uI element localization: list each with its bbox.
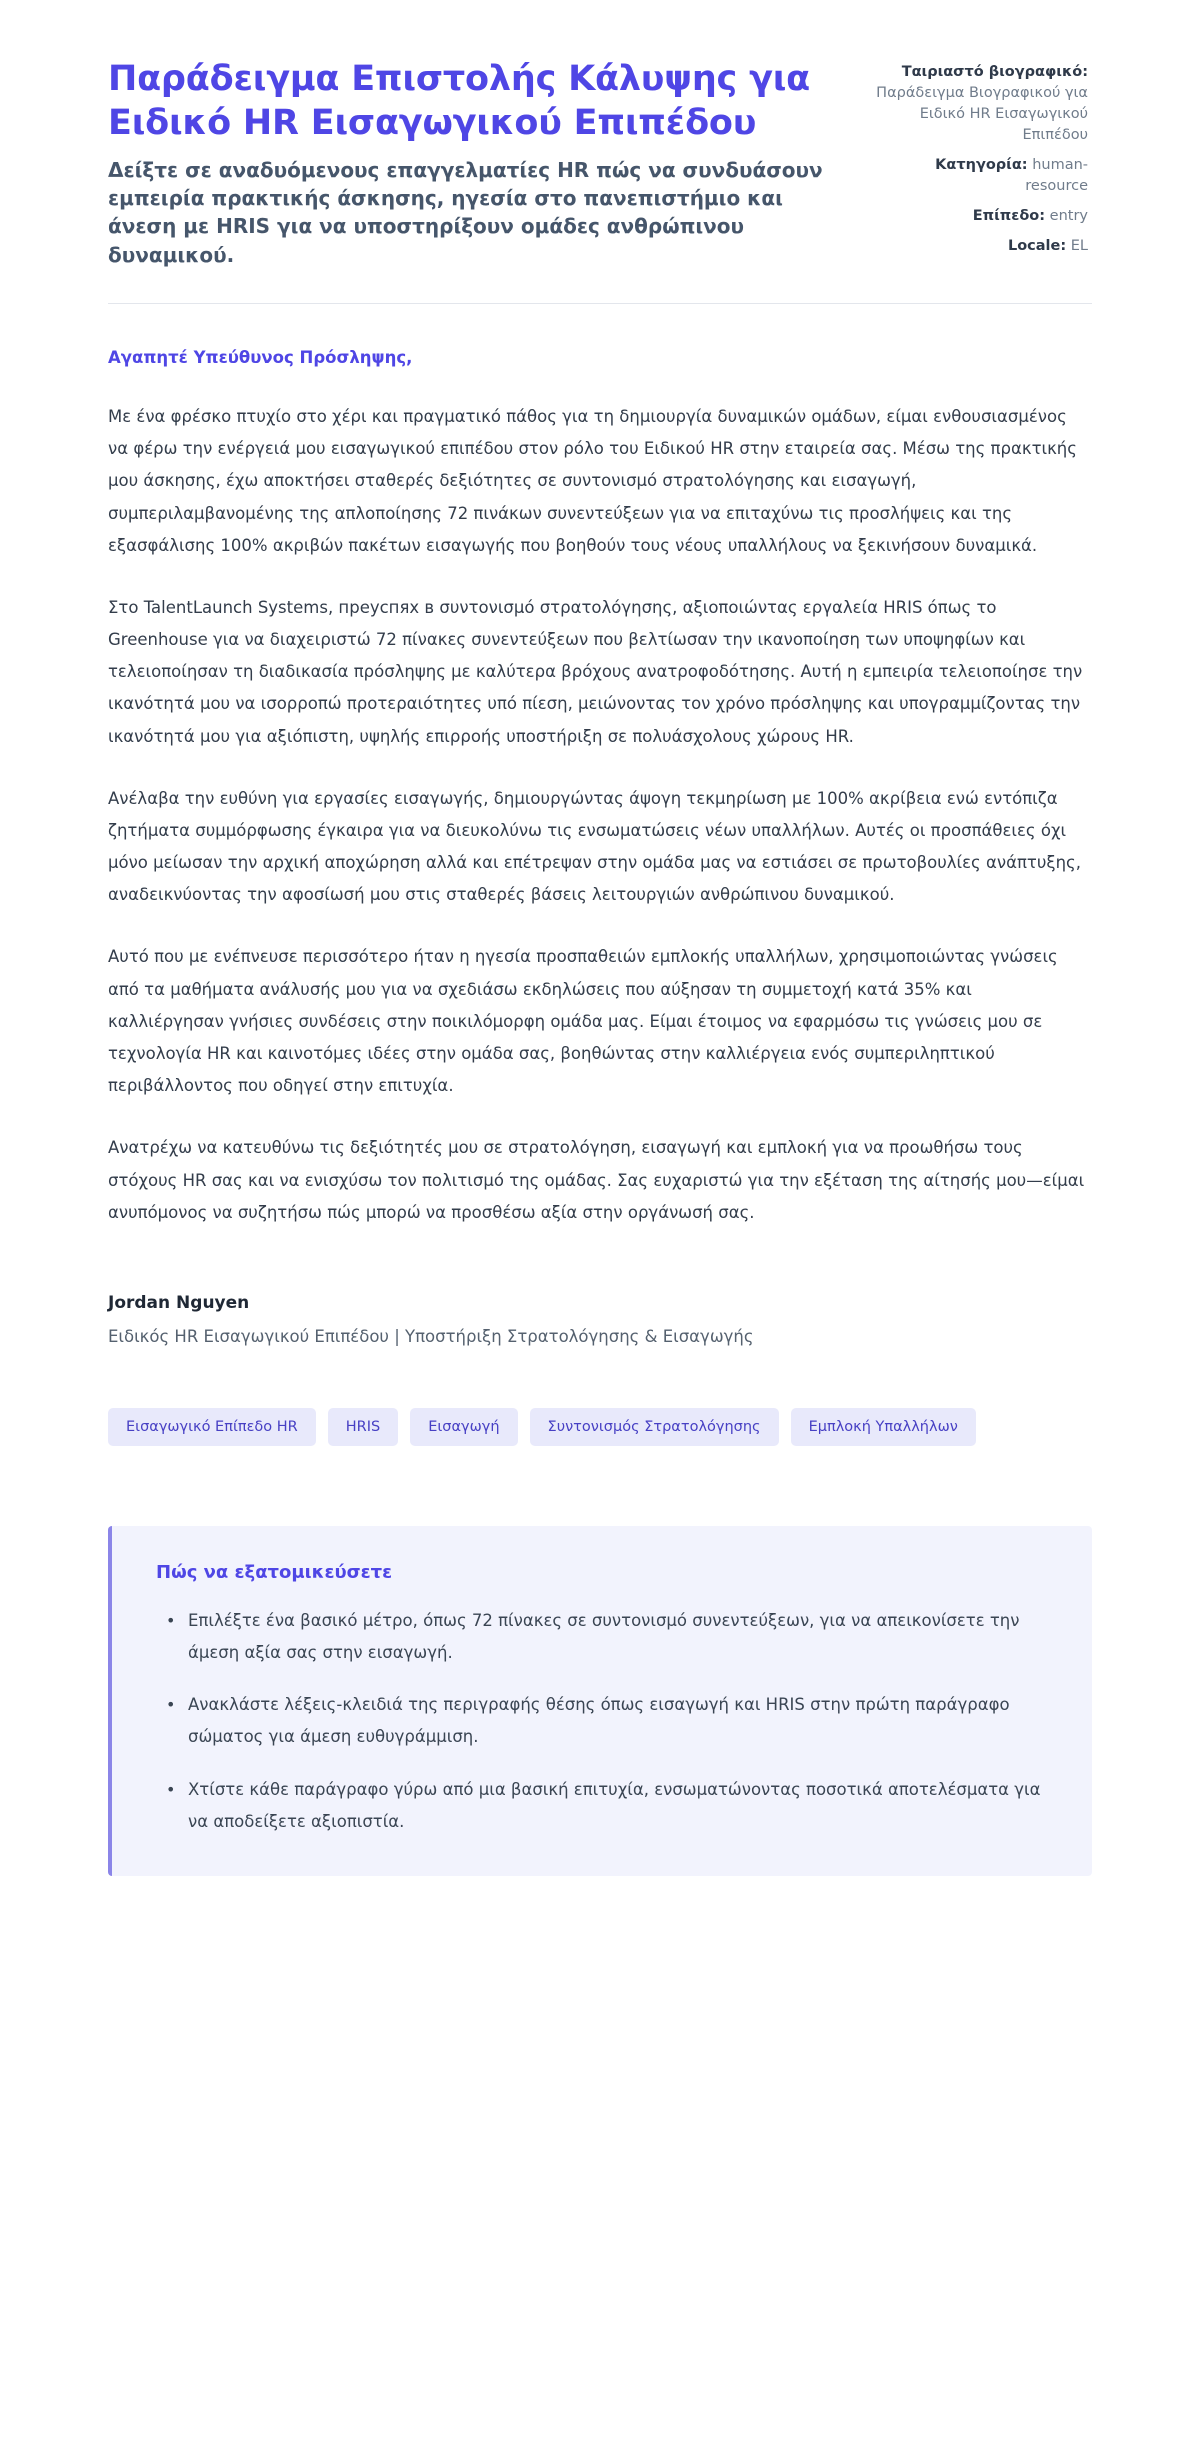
letter-body xyxy=(0,304,1200,1229)
metadata-matching-resume-label: Ταιριαστό βιογραφικό: xyxy=(901,64,1088,80)
letter-paragraph: Ανέλαβα την ευθύνη για εργασίες εισαγωγής, δημιουργώντας άψογη τεκμηρίωση με 100% ακρίβεια ενώ εντόπιζα ζητήματα συμμόρφωσης έγκαιρα για να διευκολύνω τις ενσωματώσεις νέων υπαλλήλων. Αυτές οι προσπάθειες όχι μόνο μείωσαν την αρχική αποχώρηση αλλά και επέτρεψαν στην ομάδα μας να εστιάσει σε πρωτοβουλίες ανάπτυξης, αναδεικνύοντας την αφοσίωσή μου στις σταθερές βάσεις λειτουργιών ανθρώπινου δυναμικού. xyxy=(108,788,1081,905)
letter-salutation: Αγαπητέ Υπεύθυνος Πρόσληψης, xyxy=(108,348,413,368)
tips-list-item: • Ανακλάστε λέξεις-κλειδιά της περιγραφής θέσης όπως εισαγωγή και HRIS στην πρώτη παράγραφο σώματος για άμεση ευθυγράμμιση. xyxy=(182,1689,1048,1753)
metadata-level xyxy=(873,206,1088,227)
tag-chip[interactable]: Εισαγωγικό Επίπεδο HR xyxy=(108,1408,316,1446)
metadata-locale-label: Locale: xyxy=(1007,238,1067,255)
tips-list-item: • Επιλέξτε ένα βασικό μέτρο, όπως 72 πίνακες σε συντονισμό συνεντεύξεων, για να απεικονίσετε την άμεση αξία σας στην εισαγωγή. xyxy=(182,1605,1048,1669)
personalization-tips-callout xyxy=(108,1526,1092,1876)
letter-paragraph: Αυτό που με ενέπνευσε περισσότερο ήταν η ηγεσία προσπαθειών εμπλοκής υπαλλήλων, χρησιμοποιώντας γνώσεις από τα μαθήματα ανάλυσής μου για να σχεδιάσω εκδηλώσεις που αύξησαν τη συμμετοχή κατά 35% και καλλιέργησαν γνήσιες συνδέσεις στην ποικιλόμορφη ομάδα μας. Είμαι έτοιμος να εφαρμόσω τις γνώσεις μου σε τεχνολογία HR και καινοτόμες ιδέες στην ομάδα σας, βοηθώντας στην καλλιέργεια ενός συμπεριληπτικού περιβάλλοντος που οδηγεί στην επιτυχία. xyxy=(108,947,1058,1096)
metadata-matching-resume xyxy=(873,62,1088,146)
tips-list xyxy=(156,1605,1048,1838)
page-title: Παράδειγμα Επιστολής Κάλυψης για Ειδικό HR Εισαγωγικού Επιπέδου xyxy=(108,59,811,143)
signature-name: Jordan Nguyen xyxy=(108,1292,250,1313)
tips-list-item: • Χτίστε κάθε παράγραφο γύρω από μια βασική επιτυχία, ενσωματώνοντας ποσοτικά αποτελέσματα για να αποδείξετε αξιοπιστία. xyxy=(182,1774,1048,1838)
metadata-category-label: Κατηγορία: xyxy=(935,157,1028,174)
metadata-locale xyxy=(873,236,1088,257)
header-text-block xyxy=(108,58,833,269)
metadata-category-value: human-resource xyxy=(1025,157,1088,195)
letter-paragraph: Με ένα φρέσκο πτυχίο στο χέρι και πραγματικό πάθος για τη δημιουργία δυναμικών ομάδων, είμαι ενθουσιασμένος να φέρω την ενέργειά μου εισαγωγικού επιπέδου στον ρόλο του Ειδικού HR στην εταιρεία σας. Μέσω της πρακτικής μου άσκησης, έχω αποκτήσει σταθερές δεξιότητες σε συντονισμό στρατολόγησης και εισαγωγή, συμπεριλαμβανομένης της απλοποίησης 72 πινάκων συνεντεύξεων για να επιταχύνω τις προσλήψεις και της εξασφάλισης 100% ακριβών πακέτων εισαγωγής που βοηθούν τους νέους υπαλλήλους να ξεκινήσουν δυναμικά. xyxy=(108,407,1077,555)
tips-title: Πώς να εξατομικεύσετε xyxy=(156,1561,393,1583)
metadata-level-value: entry xyxy=(1049,208,1088,225)
tag-chip[interactable]: Εμπλοκή Υπαλλήλων xyxy=(791,1408,976,1446)
tag-list xyxy=(0,1346,1200,1446)
tag-chip[interactable]: Συντονισμός Στρατολόγησης xyxy=(530,1408,779,1446)
metadata-locale-value: EL xyxy=(1070,238,1088,255)
tag-chip[interactable]: Εισαγωγή xyxy=(410,1408,517,1446)
letter-paragraph: Στο TalentLaunch Systems, преуспях в συντονισμό στρατολόγησης, αξιοποιώντας εργαλεία HRIS όπως το Greenhouse για να διαχειριστώ 72 πίνακες συνεντεύξεων που βελτίωσαν την ικανοποίηση των υποψηφίων και τελειοποίησαν τη διαδικασία πρόσληψης με καλύτερα βρόχους ανατροφοδότησης. Αυτή η εμπειρία τελειοποίησε την ικανότητά μου να ισορροπώ προτεραιότητες υπό πίεση, μειώνοντας τον χρόνο πρόσληψης και υπογραμμίζοντας την ικανότητά μου για αξιόπιστη, υψηλής επιρροής υποστήριξη σε πολυάσχολους χώρους HR. xyxy=(108,597,1083,746)
metadata-category xyxy=(873,155,1088,197)
metadata-panel xyxy=(873,58,1088,257)
page-subtitle: Δείξτε σε αναδυόμενους επαγγελματίες HR πώς να συνδυάσουν εμπειρία πρακτικής άσκησης, ηγεσία στο πανεπιστήμιο και άνεση με HRIS για να υποστηρίξουν ομάδες ανθρώπινου δυναμικού. xyxy=(108,157,823,267)
signature-role: Ειδικός HR Εισαγωγικού Επιπέδου | Υποστήριξη Στρατολόγησης & Εισαγωγής xyxy=(108,1326,754,1346)
metadata-level-label: Επίπεδο: xyxy=(972,208,1046,225)
signature-block xyxy=(0,1259,1200,1346)
letter-paragraph: Ανατρέχω να κατευθύνω τις δεξιότητές μου σε στρατολόγηση, εισαγωγή και εμπλοκή για να προωθήσω τους στόχους HR σας και να ενισχύσω τον πολιτισμό της ομάδας. Σας ευχαριστώ για την εξέταση της αίτησής μου—είμαι ανυπόμονος να συζητήσω πώς μπορώ να προσθέσω αξία στην οργάνωσή σας. xyxy=(108,1138,1085,1222)
metadata-matching-resume-value: Παράδειγμα Βιογραφικού για Ειδικό HR Εισαγωγικού Επιπέδου xyxy=(876,85,1088,144)
page-header xyxy=(0,0,1200,269)
tag-chip[interactable]: HRIS xyxy=(328,1408,398,1446)
